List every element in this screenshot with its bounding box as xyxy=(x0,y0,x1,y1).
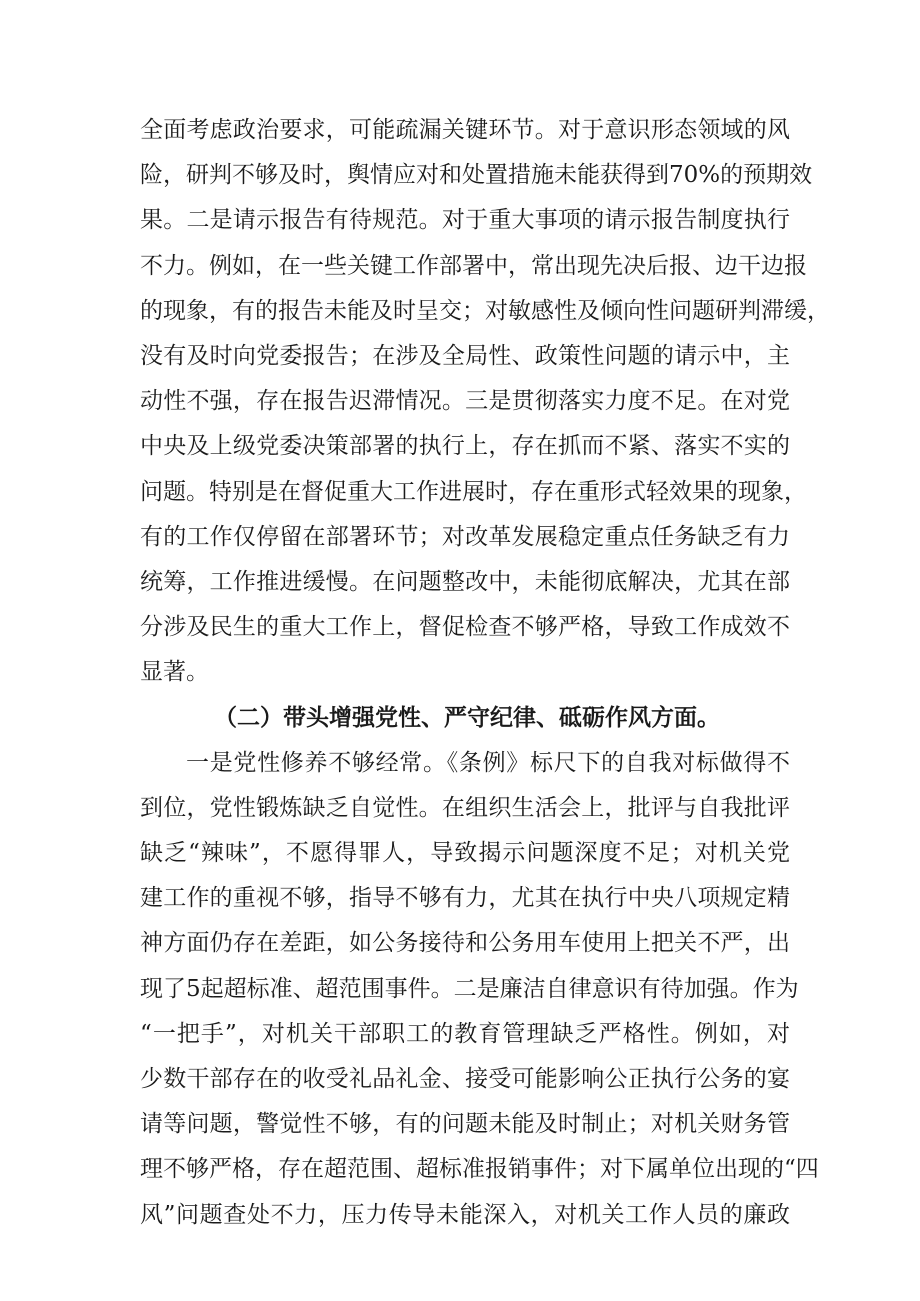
body-line: 理不够严格，存在超范围、超标准报销事件；对下属单位出现的“四 xyxy=(140,1156,819,1183)
body-line: 动性不强，存在报告迟滞情况。三是贯彻落实力度不足。在对党 xyxy=(140,388,790,415)
body-line: 神方面仍存在差距，如公务接待和公务用车使用上把关不严，出 xyxy=(140,930,790,957)
body-line: 风”问题查处不力，压力传导未能深入，对机关工作人员的廉政 xyxy=(140,1201,790,1228)
body-line: 没有及时向党委报告；在涉及全局性、政策性问题的请示中，主 xyxy=(140,342,790,369)
body-line: 到位，党性锻炼缺乏自觉性。在组织生活会上，批评与自我批评 xyxy=(140,794,790,821)
section-heading: （二）带头增强党性、严守纪律、砥砺作风方面。 xyxy=(214,704,720,732)
body-line: 统筹，工作推进缓慢。在问题整改中，未能彻底解决，尤其在部 xyxy=(140,568,790,595)
body-line: 缺乏“辣味”，不愿得罪人，导致揭示问题深度不足；对机关党 xyxy=(140,840,790,866)
body-line: 少数干部存在的收受礼品礼金、接受可能影响公正执行公务的宴 xyxy=(140,1065,790,1092)
body-line: 现了5起超标准、超范围事件。二是廉洁自律意识有待加强。作为 xyxy=(140,975,799,1002)
body-line: 的现象，有的报告未能及时呈交；对敏感性及倾向性问题研判滞缓， xyxy=(140,297,830,324)
body-line: 果。二是请示报告有待规范。对于重大事项的请示报告制度执行 xyxy=(140,207,790,234)
body-line: 问题。特别是在督促重大工作进展时，存在重形式轻效果的现象， xyxy=(140,478,807,505)
body-line: 一是党性修养不够经常。《条例》标尺下的自我对标做得不 xyxy=(186,749,790,776)
body-line: 有的工作仅停留在部署环节；对改革发展稳定重点任务缺乏有力 xyxy=(140,523,790,550)
body-line: 请等问题，警觉性不够，有的问题未能及时制止；对机关财务管 xyxy=(140,1111,790,1138)
body-line: 险，研判不够及时，舆情应对和处置措施未能获得到70%的预期效 xyxy=(140,162,813,189)
body-line: 不力。例如，在一些关键工作部署中，常出现先决后报、边干边报 xyxy=(140,252,807,279)
document-body xyxy=(140,108,830,1238)
body-line: “一把手”，对机关干部职工的教育管理缺乏严格性。例如，对 xyxy=(140,1020,790,1047)
body-line: 显著。 xyxy=(140,659,209,686)
body-line: 中央及上级党委决策部署的执行上，存在抓而不紧、落实不实的 xyxy=(140,433,790,460)
body-line: 建工作的重视不够，指导不够有力，尤其在执行中央八项规定精 xyxy=(140,885,790,912)
body-line: 分涉及民生的重大工作上，督促检查不够严格，导致工作成效不 xyxy=(140,614,790,641)
body-line: 全面考虑政治要求，可能疏漏关键环节。对于意识形态领域的风 xyxy=(140,117,790,143)
